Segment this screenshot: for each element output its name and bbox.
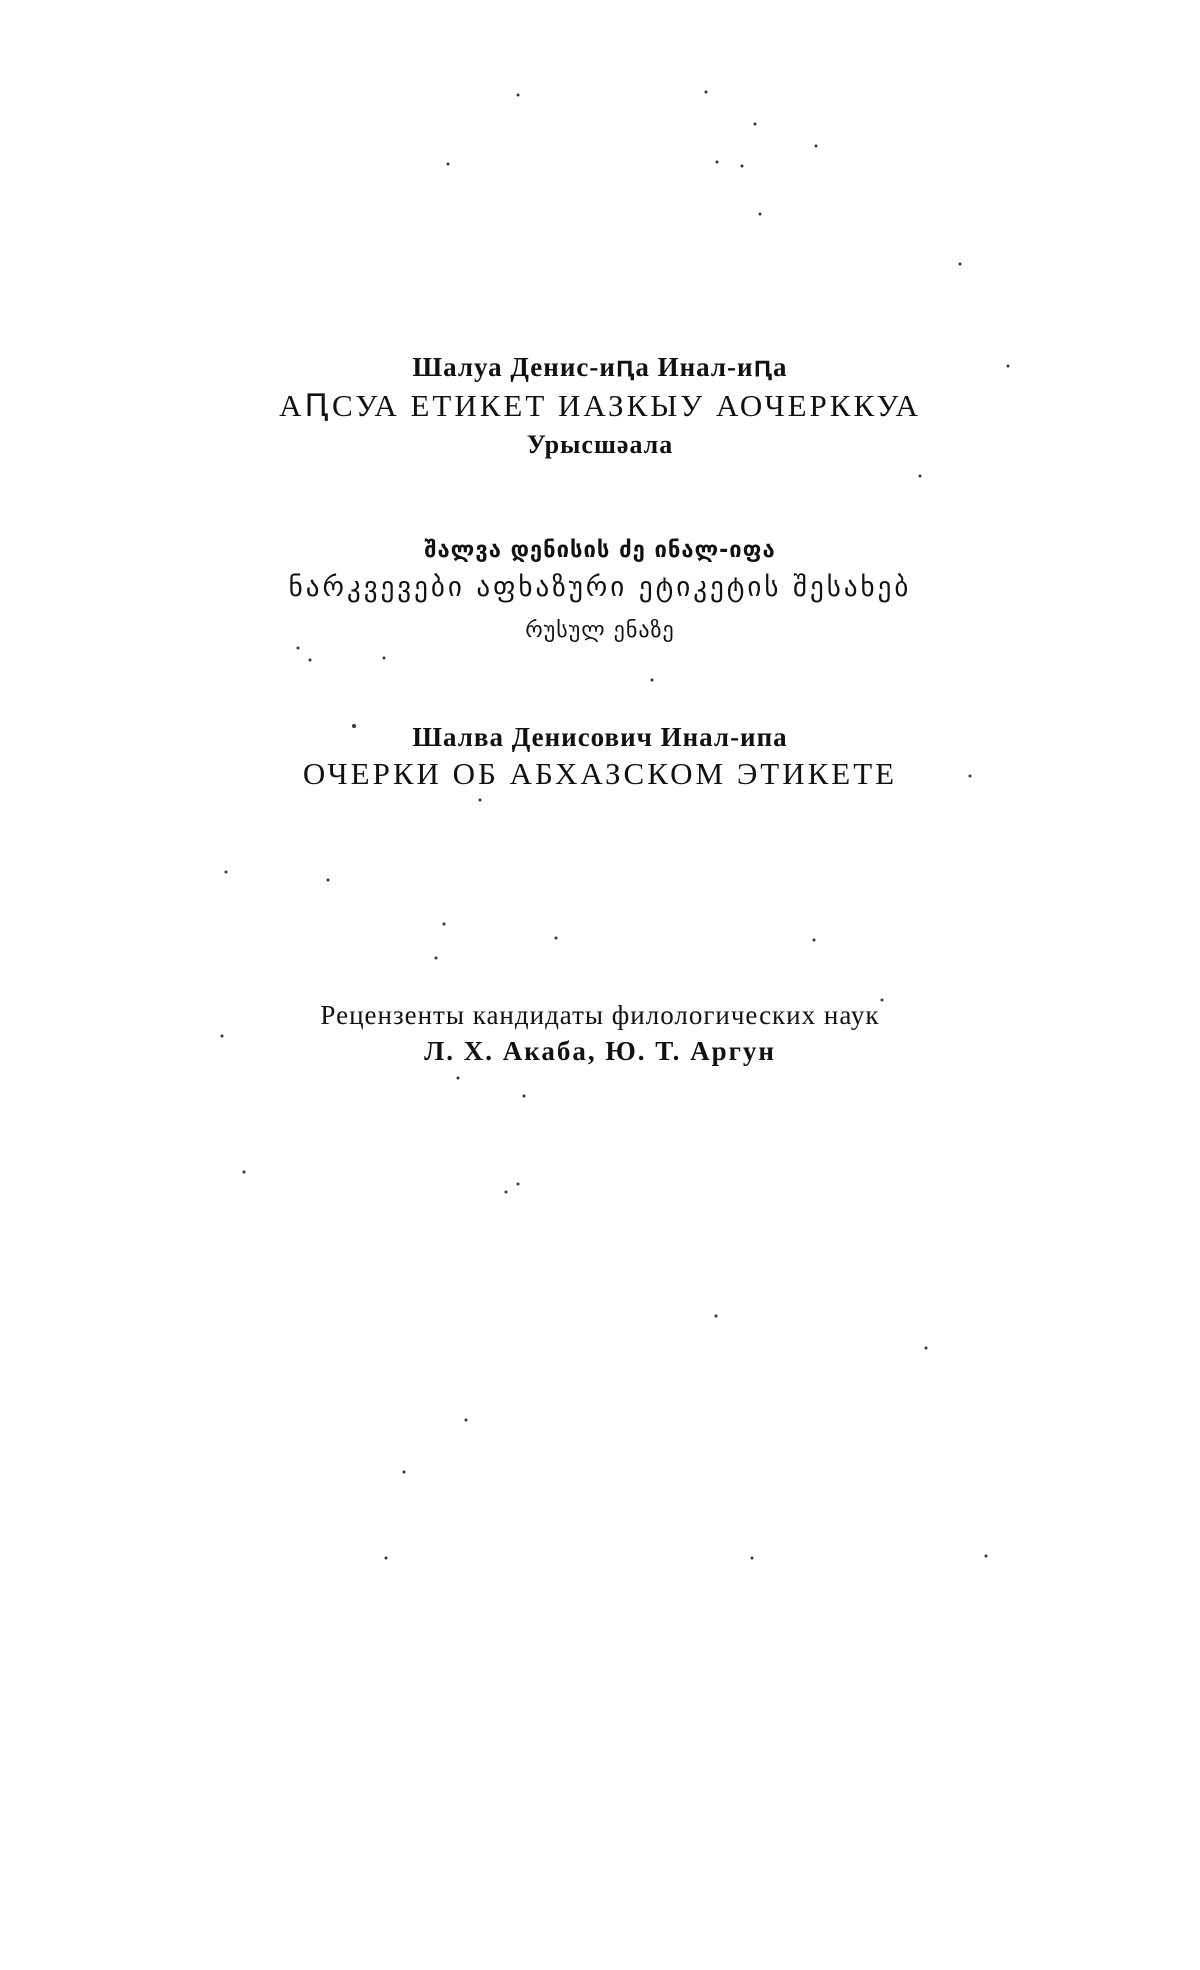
author-name-abkhaz: Шалуа Денис-иԥа Инал-иԥа	[412, 352, 788, 382]
author-name-georgian: შალვა დენისის ძე ინალ-იფა	[424, 538, 776, 563]
book-title-abkhaz: АԤСУА ЕТИКЕТ ИАЗКЫУ АОЧЕРККУА	[279, 388, 921, 423]
reviewers-label: Рецензенты кандидаты филологических наук	[320, 1000, 880, 1030]
author-name-russian: Шалва Денисович Инал-ипа	[412, 722, 788, 752]
language-note-georgian: რუსულ ენაზე	[525, 618, 675, 643]
reviewers-names: Л. Х. Акаба, Ю. Т. Аргун	[424, 1036, 776, 1066]
book-title-russian: ОЧЕРКИ ОБ АБХАЗСКОМ ЭТИКЕТЕ	[302, 756, 898, 791]
language-note-abkhaz: Урысшәала	[526, 430, 674, 459]
book-title-georgian: ნარკვევები აფხაზური ეტიკეტის შესახებ	[288, 572, 912, 603]
